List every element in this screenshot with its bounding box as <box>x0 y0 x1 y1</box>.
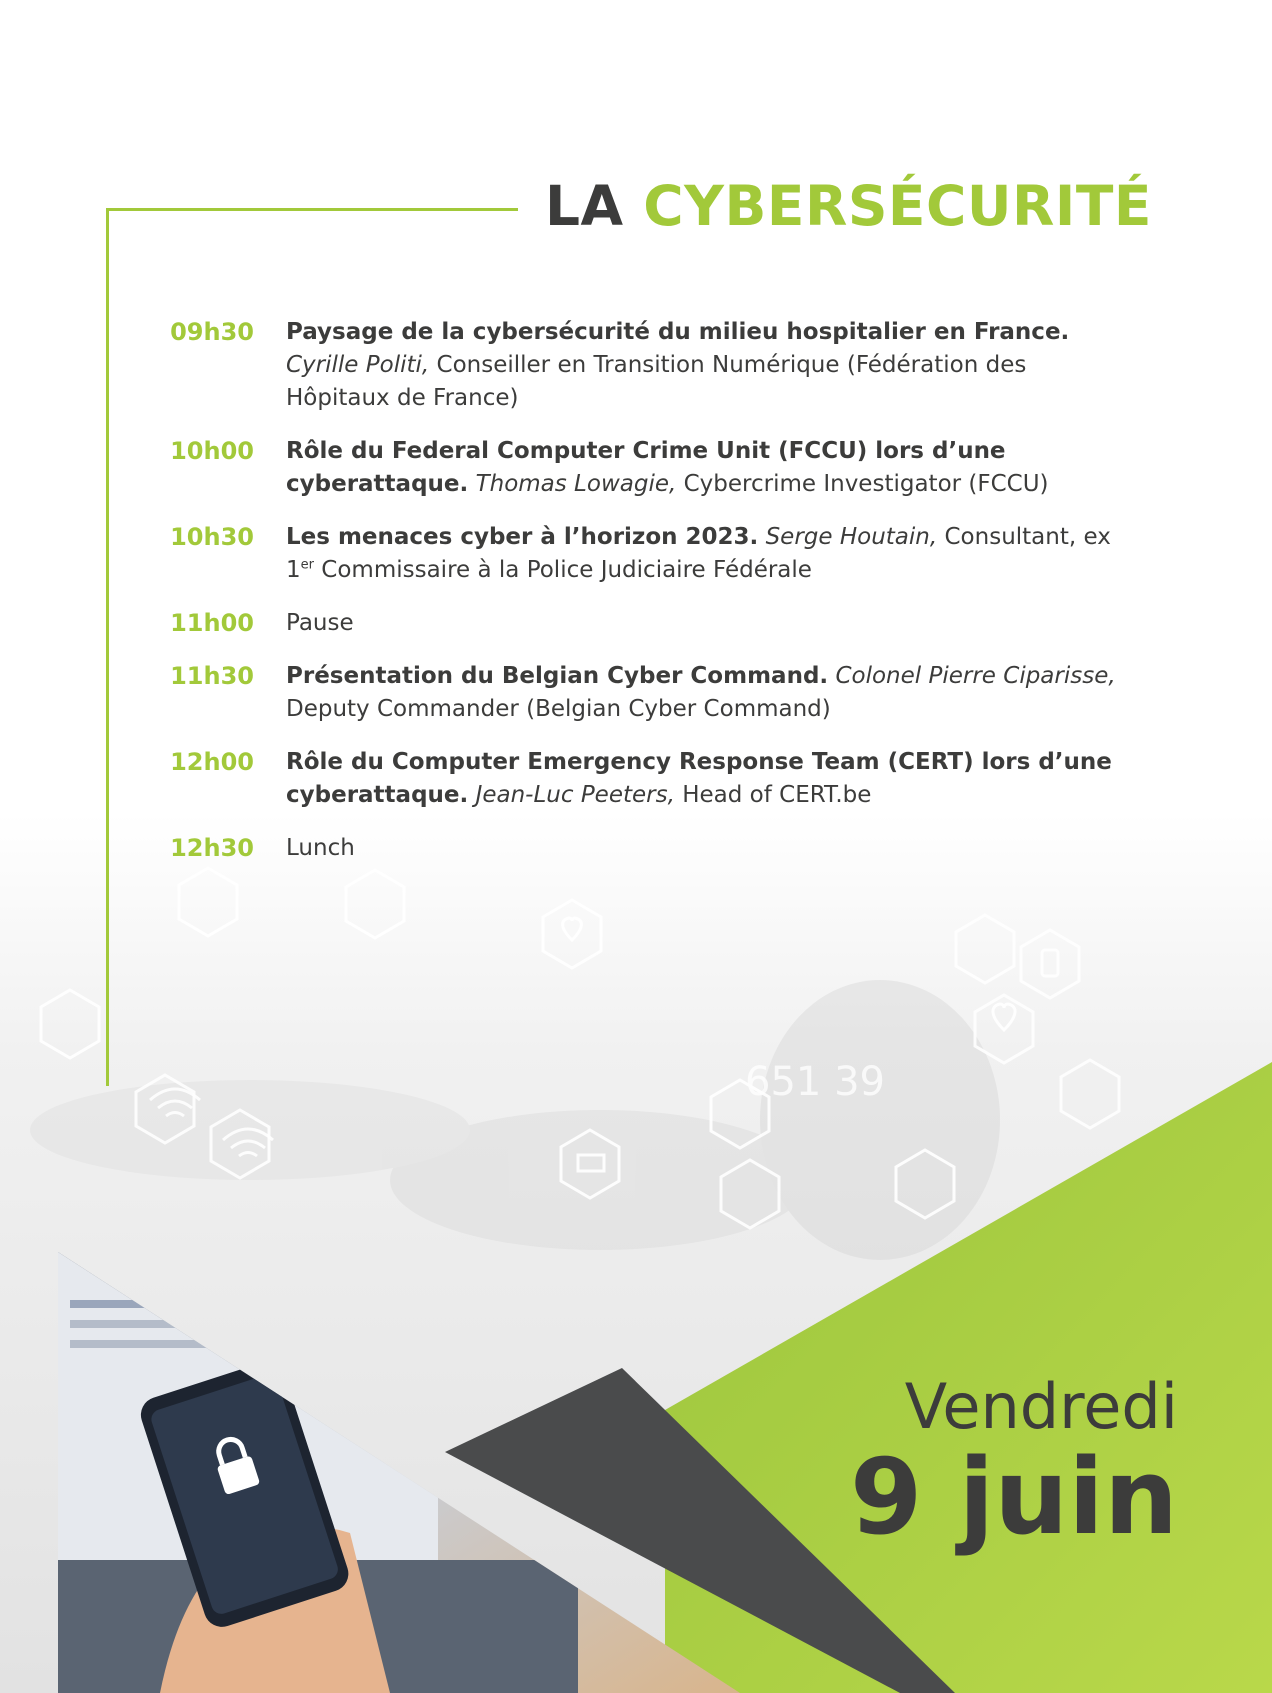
frame-line-top <box>106 208 518 211</box>
agenda-list <box>150 316 1130 885</box>
agenda-item <box>150 660 1130 726</box>
agenda-description: Pause <box>286 610 354 636</box>
agenda-time: 10h00 <box>170 437 254 465</box>
agenda-description: Présentation du Belgian Cyber Command. Colonel Pierre Ciparisse, Deputy Commander (Belgian Cyber Command) <box>286 663 1116 722</box>
agenda-description: Les menaces cyber à l’horizon 2023. Serge Houtain, Consultant, ex 1er Commissaire à la Police Judiciaire Fédérale <box>286 524 1111 583</box>
background-watermark-number: 651 39 <box>745 1059 885 1105</box>
agenda-item <box>150 521 1130 587</box>
agenda-time: 09h30 <box>170 318 254 346</box>
agenda-item <box>150 316 1130 415</box>
agenda-time: 12h30 <box>170 834 254 862</box>
event-day-month: 9 juin <box>850 1436 1178 1558</box>
agenda-time: 12h00 <box>170 748 254 776</box>
agenda-time: 10h30 <box>170 523 254 551</box>
event-day: Vendredi <box>904 1370 1178 1443</box>
agenda-description: Lunch <box>286 835 355 861</box>
agenda-item <box>150 607 1130 640</box>
agenda-description: Paysage de la cybersécurité du milieu hospitalier en France. Cyrille Politi, Conseiller en Transition Numérique (Fédération des Hôpitaux de France) <box>286 319 1070 411</box>
agenda-description: Rôle du Computer Emergency Response Team (CERT) lors d’une cyberattaque. Jean-Luc Peeters, Head of CERT.be <box>286 749 1112 808</box>
agenda-time: 11h00 <box>170 609 254 637</box>
agenda-item <box>150 435 1130 501</box>
event-date <box>850 1370 1178 1558</box>
agenda-time: 11h30 <box>170 662 254 690</box>
agenda-item <box>150 746 1130 812</box>
page-title: LA CYBERSÉCURITÉ <box>545 174 1152 238</box>
agenda-description: Rôle du Federal Computer Crime Unit (FCCU) lors d’une cyberattaque. Thomas Lowagie, Cybercrime Investigator (FCCU) <box>286 438 1049 497</box>
agenda-item <box>150 832 1130 865</box>
frame-line-left <box>106 208 109 1086</box>
